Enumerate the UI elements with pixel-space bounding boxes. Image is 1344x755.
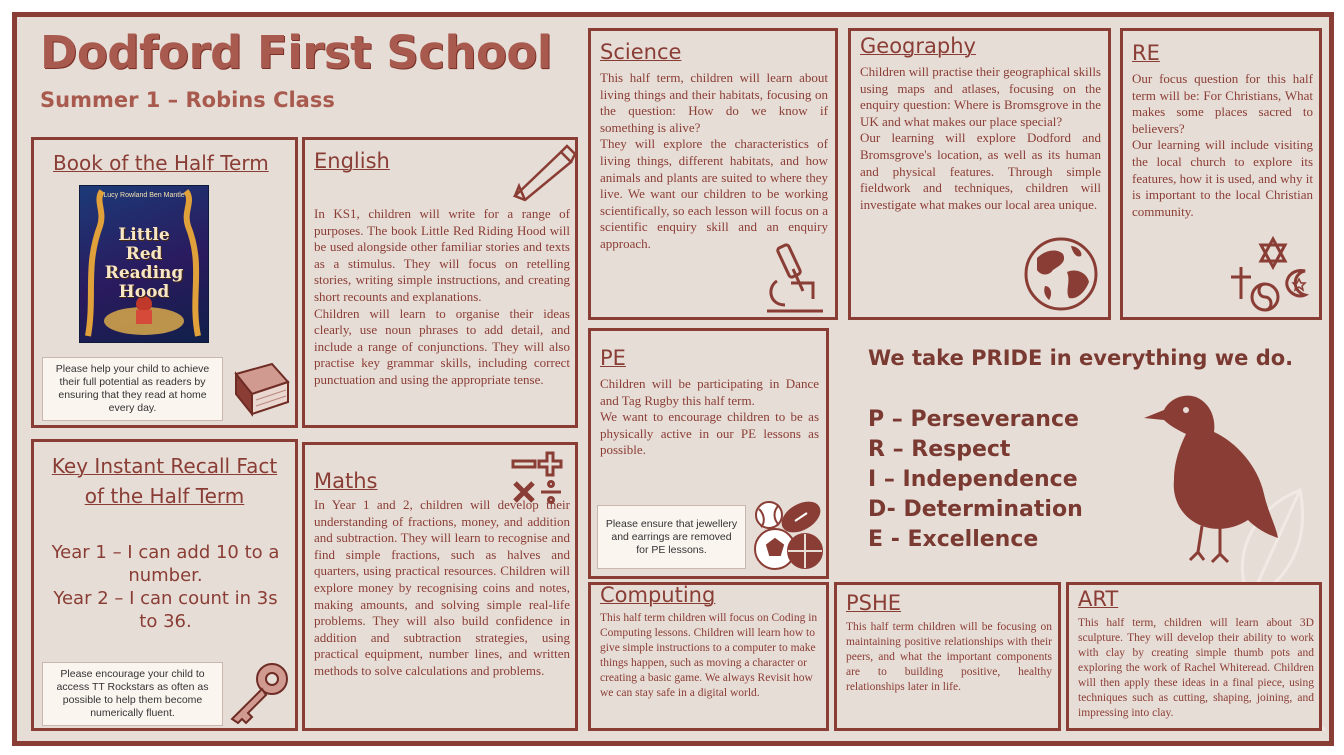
book-note: Please help your child to achieve their full potential as readers by ensuring that they read at home every day. (42, 357, 223, 421)
science-para-2: They will explore the characteristics of living things, different habitats, and how animals and plants are suited to where they live. We want our children to be working scientifically, so each lesson will focus on a scientific enquiry skill and an enquiry approach. (600, 136, 828, 251)
school-name: Dodford First School (40, 26, 552, 79)
microscope-icon (763, 239, 827, 315)
maths-title: Maths (314, 469, 378, 493)
geography-para-2: Our learning will explore Dodford and Bromsgrove's location, as well as its human and physical features. Through simple fieldwork and techniques, children will investigate what makes our local area unique. (860, 130, 1101, 212)
art-text: This half term, children will learn about 3D sculpture. They will develop their ability to work with clay by creating simple thumb pots and exploring the work of Rachel Whiteread. Children will then apply these ideas in a final piece, using techniques such as cutting, shaping, joining, and impressing into clay. (1078, 617, 1314, 719)
pride-item-independence: I – Independence (868, 467, 1078, 492)
art-title: ART (1078, 587, 1119, 611)
english-para-2: Children will learn to organise their ideas clearly, use noun phrases to add detail, and include a range of conjunctions. They will also practise key grammar skills, including correct punctuation and using the appropriate tense. (314, 305, 570, 387)
english-title: English (314, 149, 390, 173)
pe-title: PE (600, 346, 626, 370)
computing-title: Computing (600, 583, 716, 607)
recall-panel (31, 439, 298, 731)
geography-title: Geography (860, 34, 976, 58)
key-icon (226, 659, 292, 725)
geography-para-1: Children will practise their geographical skills using maps and atlases, focusing on the enquiry question: Where is Bromsgrove in the UK and what makes our place special? (860, 64, 1101, 129)
globe-icon (1023, 236, 1099, 312)
re-text (1132, 71, 1313, 220)
pride-list (868, 405, 1083, 555)
re-para-1: Our focus question for this half term will be: For Christians, What makes some places sacred to believers? (1132, 71, 1313, 136)
computing-panel (588, 582, 829, 731)
class-title: Summer 1 – Robins Class (40, 88, 335, 112)
art-panel (1066, 582, 1322, 731)
pride-heading: We take PRIDE in everything we do. (868, 346, 1294, 370)
recall-title-2: of the Half Term (84, 484, 245, 508)
pe-panel (588, 328, 829, 579)
science-title: Science (600, 40, 682, 64)
pride-item-respect: R – Respect (868, 437, 1011, 462)
recall-note: Please encourage your child to access TT Rockstars as often as possible to help them become numerically fluent. (42, 662, 223, 726)
pe-note: Please ensure that jewellery and earrings are removed for PE lessons. (597, 505, 746, 569)
pshe-panel (834, 582, 1061, 731)
recall-year2: Year 2 – I can count in 3s to 36. (53, 588, 278, 632)
english-panel (302, 137, 578, 428)
religious-symbols-icon (1227, 233, 1313, 317)
book-cover (79, 185, 209, 343)
re-panel (1120, 28, 1322, 320)
pencil-icon (505, 142, 577, 202)
science-para-1: This half term, children will learn about living things and their habitats, focusing on the question: How do we know if something is alive? (600, 70, 828, 135)
book-cover-authors: Lucy Rowland Ben Mantle (103, 192, 185, 199)
computing-text: This half term children will focus on Coding in Computing lessons. Children will learn how to give simple instructions to a computer to make things happen, such as moving a character or creating a basic game. We always Revisit how we can stay safe in a digital world. (600, 612, 818, 699)
maths-text: In Year 1 and 2, children will develop their understanding of fractions, money, and addition and subtraction. They will learn to recognise and find simple fractions, such as halves and quarters, using practical resources. Children will explore money by recognising coins and notes, making amounts, and solving simple real-life problems. They will also build confidence in addition and subtraction strategies, using practical equipment, number lines, and written methods to solve calculations and problems. (314, 497, 570, 678)
re-title: RE (1132, 41, 1160, 65)
pride-item-perseverance: P – Perseverance (868, 407, 1079, 432)
science-text (600, 70, 828, 253)
pe-para-1: Children will be participating in Dance and Tag Rugby this half term. (600, 376, 819, 408)
english-para-1: In KS1, children will write for a range of purposes. The book Little Red Riding Hood will be used alongside other familiar stories and texts as a stimulus. They will focus on retelling stories, writing simple instructions, and creating short recounts and explanations. (314, 206, 570, 304)
maths-panel (302, 442, 578, 731)
pe-para-2: We want to encourage children to be as physically active in our PE lessons as possible. (600, 409, 819, 458)
book-title: Book of the Half Term (53, 151, 269, 175)
pride-item-excellence: E - Excellence (868, 527, 1039, 552)
recall-facts (48, 541, 283, 633)
re-para-2: Our learning will include visiting the local church to explore its features, how it is used, and why it is important to the local Christian community. (1132, 137, 1313, 219)
pshe-text: This half term children will be focusing on maintaining positive relationships with their peers, and what the important components are to building positive, healthy relationships later in life. (846, 621, 1052, 693)
book-icon (228, 360, 294, 418)
english-text (314, 206, 570, 389)
book-panel (31, 137, 298, 428)
recall-title-1: Key Instant Recall Fact (51, 454, 278, 478)
geography-panel (848, 28, 1111, 320)
science-panel (588, 28, 838, 320)
recall-year1: Year 1 – I can add 10 to a number. (51, 542, 280, 586)
book-cover-title: Little Red Reading Hood (104, 225, 184, 302)
pride-item-determination: D- Determination (868, 497, 1083, 522)
geography-text (860, 64, 1101, 213)
pe-text (600, 376, 819, 459)
sports-balls-icon (751, 497, 825, 573)
pshe-title: PSHE (846, 591, 902, 615)
robin-bird-icon (1140, 388, 1280, 568)
